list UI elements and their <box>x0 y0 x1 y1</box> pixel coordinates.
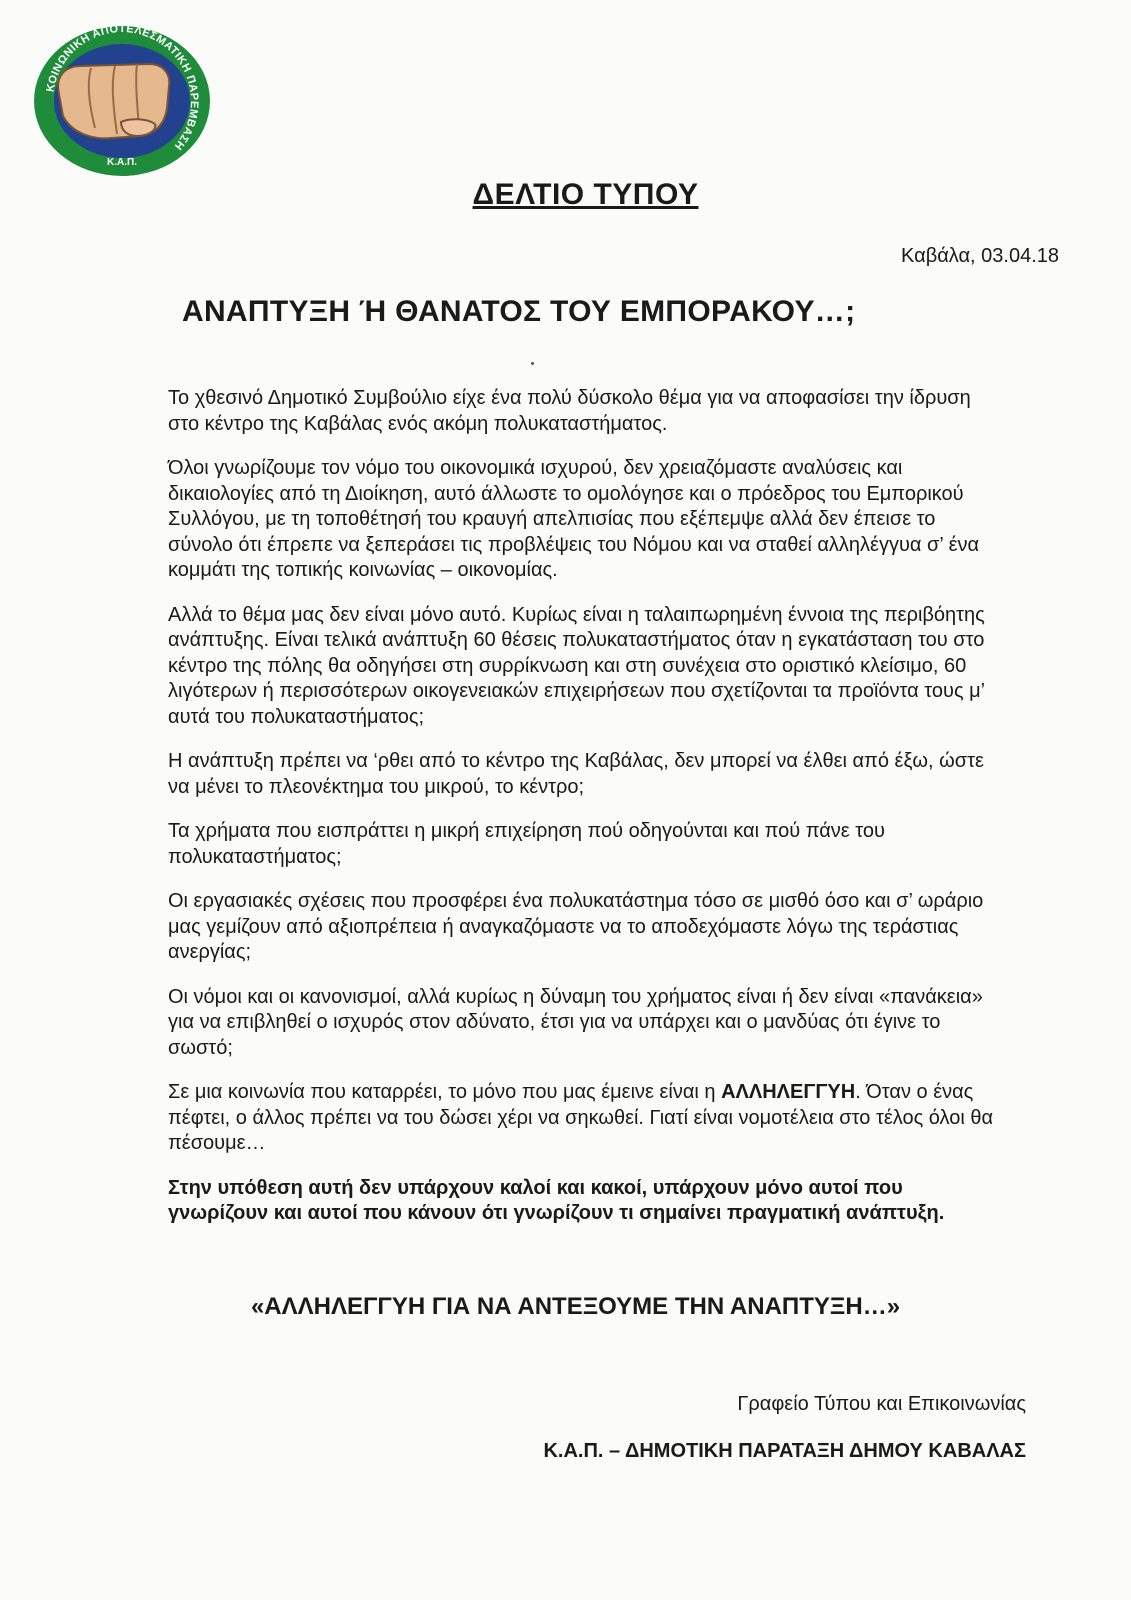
closing-statement: Στην υπόθεση αυτή δεν υπάρχουν καλοί και κακοί, υπάρχουν μόνο αυτοί που γνωρίζουν και αυτοί που κάνουν ότι γνωρίζουν τι σημαίνει πραγματική ανάπτυξη. <box>168 1176 945 1224</box>
paragraph: Όλοι γνωρίζουμε τον νόμο του οικονομικά ισχυρού, δεν χρειαζόμαστε αναλύσεις και δικαιολογίες από τη Διοίκηση, αυτό άλλωστε το ομολόγησε και ο πρόεδρος του Εμπορικού Συλλόγου, με τη τοποθέτησή του κραυγή απελπισίας που εξέπεμψε αλλά δεν έπεισε το σύνολο ότι έπρεπε να ξεπεράσει τις προβλέψεις του Νόμου και να σταθεί αλληλέγγυα σ’ ένα κομμάτι της τοπικής κοινωνίας – οικονομίας. <box>168 457 980 581</box>
document-date: Καβάλα, 03.04.18 <box>901 245 1059 267</box>
logo-ring-text: ΚΟΙΝΩΝΙΚΗ ΑΠΟΤΕΛΕΣΜΑΤΙΚΗ ΠΑΡΕΜΒΑΣΗ <box>44 24 201 153</box>
paragraph: Οι εργασιακές σχέσεις που προσφέρει ένα πολυκατάστημα τόσο σε μισθό όσο και σ’ ωράριο μας γεμίζουν από αξιοπρέπεια ή αναγκαζόμαστε να το αποδεχόμαστε λόγω της τεράστιας ανεργίας; <box>168 890 984 963</box>
solidarity-text-end: . Όταν ο ένας πέφτει, ο άλλος πρέπει να του δώσει χέρι να σηκωθεί. Γιατί είναι νομοτέλεια στο τέλος όλοι θα πέσουμε… <box>168 1081 994 1154</box>
slogan: «ΑΛΛΗΛΕΓΓΥΗ ΓΙΑ ΝΑ ΑΝΤΕΞΟΥΜΕ ΤΗΝ ΑΝΑΠΤΥΞΗ…» <box>250 1293 901 1320</box>
logo-abbr: Κ.Α.Π. <box>107 157 137 168</box>
press-release-body <box>168 386 1003 1246</box>
document-title: ΔΕΛΤΙΟ ΤΥΠΟΥ <box>472 178 699 211</box>
stray-mark <box>531 362 534 365</box>
paragraph: Αλλά το θέμα μας δεν είναι μόνο αυτό. Κυρίως είναι η ταλαιπωρημένη έννοια της περιβόητης ανάπτυξης. Είναι τελικά ανάπτυξη 60 θέσεις πολυκαταστήματος όταν η εγκατάσταση του στο κέντρο της πόλης θα οδηγήσει στη συρρίκνωση και στη συνέχεια στο οριστικό κλείσιμο, 60 λιγότερων ή περισσότερων οικογενειακών επιχειρήσεων που σχετίζονται τα προϊόντα τους μ’ αυτά του πολυκαταστήματος; <box>168 603 985 728</box>
signature-office: Γραφείο Τύπου και Επικοινωνίας <box>737 1393 1026 1415</box>
paragraph: Η ανάπτυξη πρέπει να ‘ρθει από το κέντρο της Καβάλας, δεν μπορεί να έλθει από έξω, ώστε να μένει το πλεονέκτημα του μικρού, το κέντρο; <box>168 750 984 798</box>
solidarity-keyword: ΑΛΛΗΛΕΓΓΥΗ <box>721 1081 856 1103</box>
signature-organization: Κ.Α.Π. – ΔΗΜΟΤΙΚΗ ΠΑΡΑΤΑΞΗ ΔΗΜΟΥ ΚΑΒΑΛΑΣ <box>543 1440 1026 1462</box>
kap-logo <box>31 24 213 178</box>
paragraph: Τα χρήματα που εισπράττει η μικρή επιχείρηση πού οδηγούνται και πού πάνε του πολυκαταστήματος; <box>168 820 885 868</box>
fist-icon <box>58 64 169 138</box>
paragraph: Οι νόμοι και οι κανονισμοί, αλλά κυρίως η δύναμη του χρήματος είναι ή δεν είναι «πανάκεια» για να επιβληθεί ο ισχυρός στον αδύνατο, έτσι για να υπάρχει και ο μανδύας ότι έγινε το σωστό; <box>168 985 983 1059</box>
headline: ΑΝΑΠΤΥΞΗ Ή ΘΑΝΑΤΟΣ ΤΟΥ ΕΜΠΟΡΑΚΟΥ…; <box>182 295 856 328</box>
solidarity-paragraph <box>168 1080 1003 1157</box>
solidarity-text-start: Σε μια κοινωνία που καταρρέει, το μόνο που μας έμεινε είναι η <box>168 1081 722 1103</box>
paragraph: Το χθεσινό Δημοτικό Συμβούλιο είχε ένα πολύ δύσκολο θέμα για να αποφασίσει την ίδρυση στο κέντρο της Καβάλας ενός ακόμη πολυκαταστήματος. <box>168 387 971 435</box>
